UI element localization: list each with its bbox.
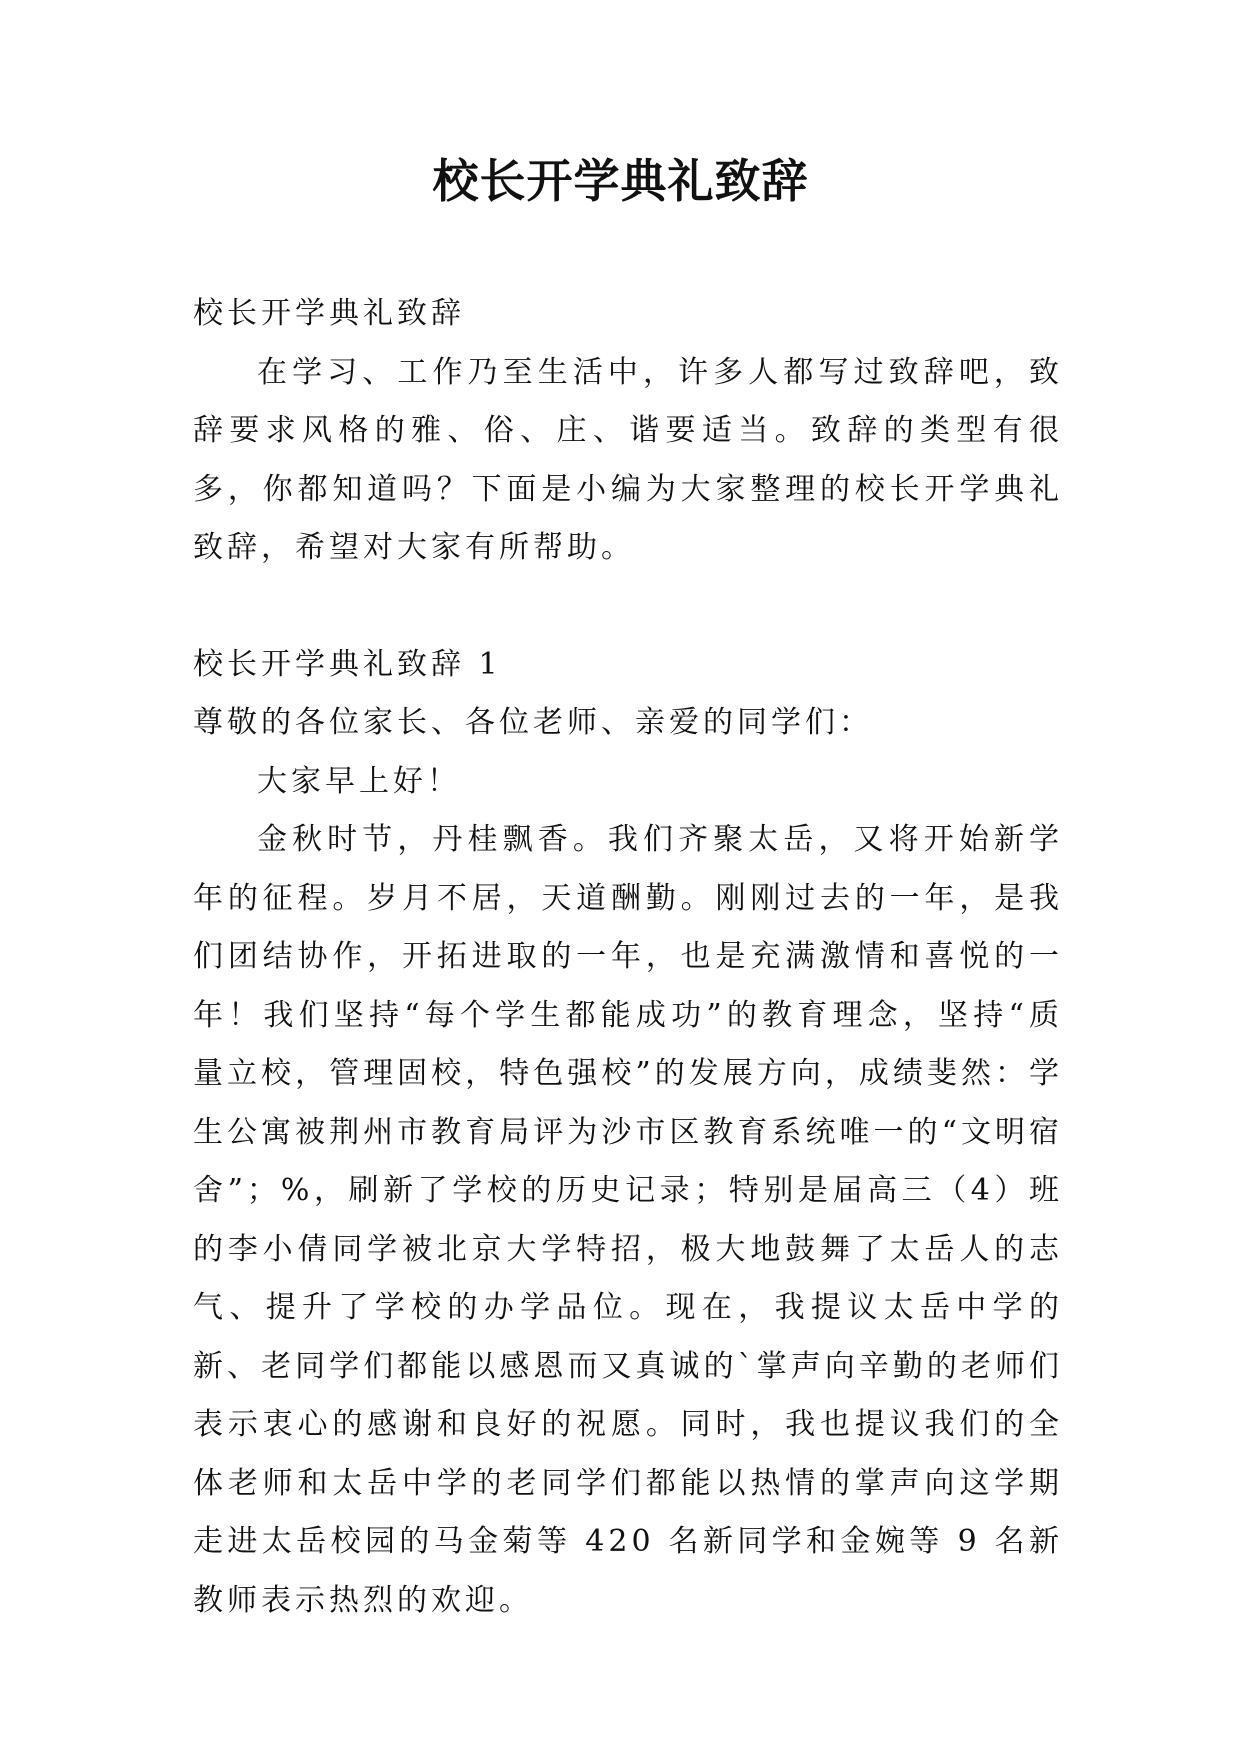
greeting: 大家早上好！	[257, 763, 461, 799]
section-heading: 校长开学典礼致辞 1	[193, 646, 502, 682]
document-body	[193, 285, 1063, 1630]
salutation: 尊敬的各位家长、各位老师、亲爱的同学们：	[193, 705, 873, 740]
document-subtitle: 校长开学典礼致辞	[193, 296, 465, 331]
document-title: 校长开学典礼致辞	[432, 154, 809, 208]
intro-paragraph: 在学习、工作乃至生活中，许多人都写过致辞吧，致辞要求风格的雅、俗、庄、谐要适当。致辞的类型有很多，你都知道吗？下面是小编为大家整理的校长开学典礼致辞，希望对大家有所帮助。	[193, 354, 1063, 565]
body-paragraph: 金秋时节，丹桂飘香。我们齐聚太岳，又将开始新学年的征程。岁月不居，天道酬勤。刚刚过去的一年，是我们团结协作，开拓进取的一年，也是充满激情和喜悦的一年！我们坚持“每个学生都能成功”的教育理念，坚持“质量立校，管理固校，特色强校”的发展方向，成绩斐然：学生公寓被荆州市教育局评为沙市区教育系统唯一的“文明宿舍”；%，刷新了学校的历史记录；特别是届高三（4）班的李小倩同学被北京大学特招，极大地鼓舞了太岳人的志气、提升了学校的办学品位。现在，我提议太岳中学的新、老同学们都能以感恩而又真诚的`掌声向辛勤的老师们表示衷心的感谢和良好的祝愿。同时，我也提议我们的全体老师和太岳中学的老同学们都能以热情的掌声向这学期走进太岳校园的马金菊等 420 名新同学和金婉等 9 名新教师表示热烈的欢迎。	[193, 822, 1063, 1618]
paragraph-spacer	[193, 578, 1063, 636]
